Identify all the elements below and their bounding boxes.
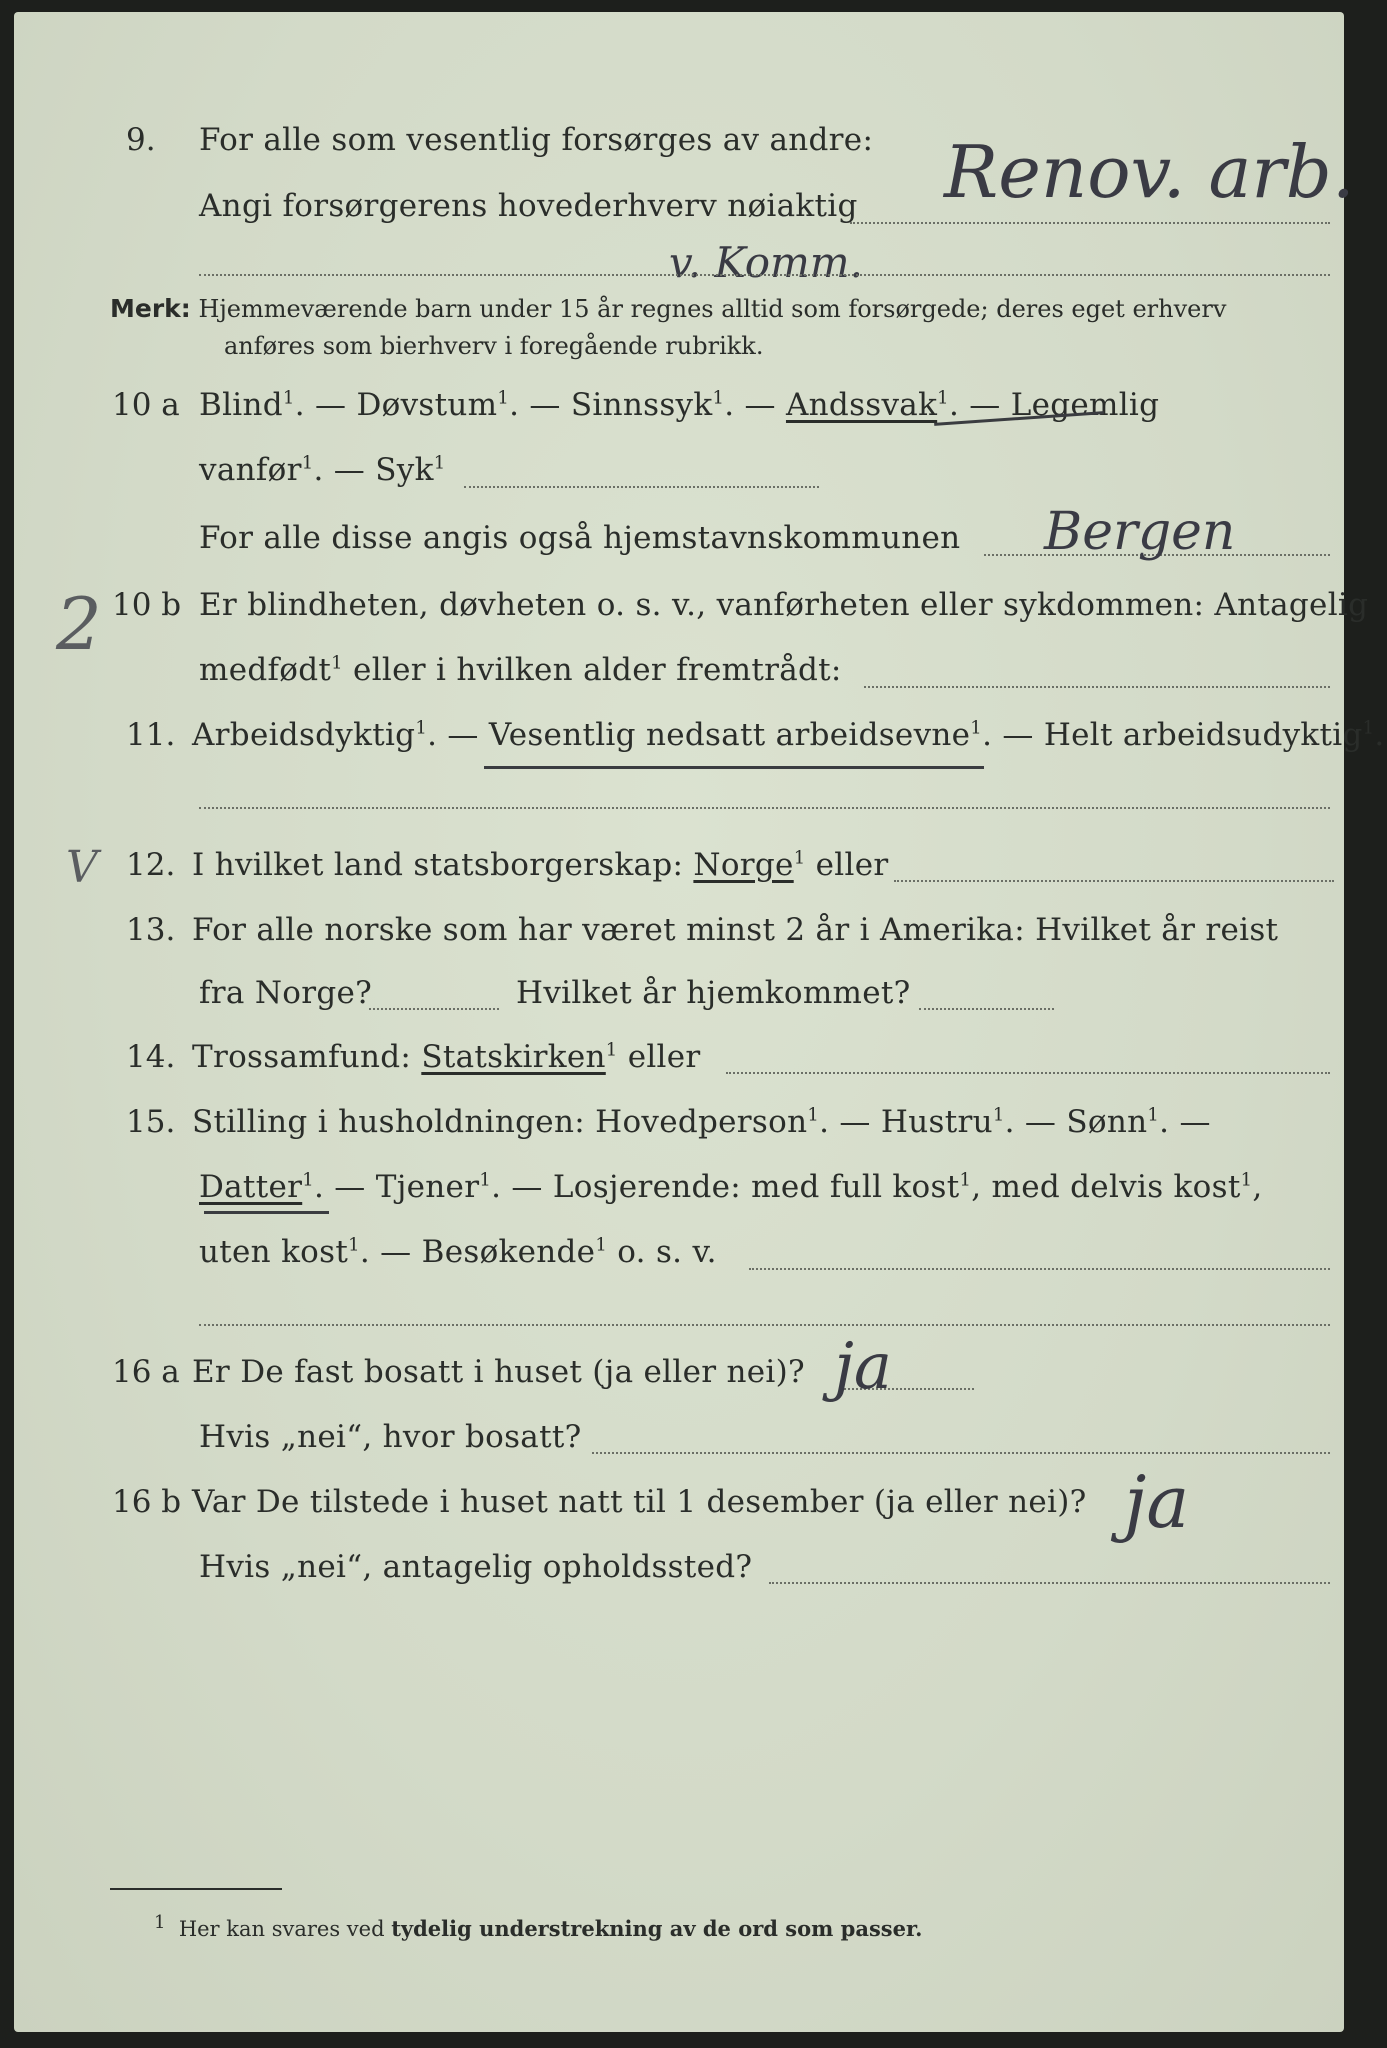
q15-tjener: . — Tjener — [313, 1169, 480, 1205]
q10a-handwritten-answer: Bergen — [1044, 502, 1236, 562]
q11-sup: 1 — [970, 717, 983, 739]
q11-sup: 1 — [415, 717, 428, 739]
census-form-page — [14, 12, 1385, 2032]
q10a-dovstum: . — Døvstum — [294, 387, 498, 423]
q13-number: 13. — [126, 912, 176, 948]
q9-handwritten-answer: Renov. arb. — [944, 130, 1355, 214]
q15-line2 — [199, 1169, 1263, 1205]
q9-number: 9. — [126, 122, 156, 158]
q15-sup: 1 — [807, 1104, 820, 1126]
q15-sup: 1 — [595, 1234, 608, 1256]
q15-besokende: . — Besøkende — [359, 1234, 596, 1270]
q10a-syk-line — [464, 486, 819, 488]
q14-label: Trossamfund: — [192, 1039, 412, 1075]
q12-eller: eller — [805, 847, 889, 883]
q10a-sup: 1 — [712, 387, 725, 409]
q10b-medfodt: medfødt — [199, 652, 332, 688]
q11-line — [192, 717, 1385, 753]
q10a-andssvak: Andssvak — [785, 387, 938, 423]
q13-line2a: fra Norge? — [199, 975, 373, 1011]
q11-udyktig: . — Helt arbeidsudyktig — [982, 717, 1363, 753]
q10a-sup: 1 — [301, 452, 314, 474]
footnote-text: Her kan svares ved — [178, 1917, 392, 1941]
q15-osv: o. s. v. — [607, 1234, 717, 1270]
q11-sup: 1 — [1362, 717, 1375, 739]
q15-sup: 1 — [1240, 1169, 1253, 1191]
q13-line2b: Hvilket år hjemkommet? — [516, 975, 911, 1011]
q11-end: . — [1374, 717, 1385, 753]
q15-sup: 1 — [959, 1169, 972, 1191]
q10b-margin-note: 2 — [56, 582, 102, 666]
q10a-sup: 1 — [433, 452, 446, 474]
q15-sup: 1 — [1147, 1104, 1160, 1126]
q12-norge: Norge — [693, 847, 794, 883]
q11-arbeidsdyktig: Arbeidsdyktig — [192, 717, 416, 753]
q10a-sinnssyk: . — Sinnssyk — [509, 387, 713, 423]
q15-sup: 1 — [992, 1104, 1005, 1126]
q9-line1: For alle som vesentlig forsørges av andre: — [199, 122, 874, 158]
q15-hustru: . — Hustru — [819, 1104, 993, 1140]
q16a-line2: Hvis „nei“, hvor bosatt? — [199, 1419, 582, 1455]
q15-sup: 1 — [348, 1234, 360, 1256]
q9-answer-line — [850, 222, 1330, 224]
footnote-mark: 1 — [154, 1912, 166, 1933]
q10a-sup: 1 — [937, 387, 949, 409]
q16b-answer-line — [769, 1582, 1330, 1584]
q10a-syk: . — Syk — [313, 452, 434, 488]
q15-datter: Datter — [199, 1169, 303, 1205]
q10a-sup: 1 — [497, 387, 510, 409]
q16b-handwritten-answer: ja — [1124, 1460, 1190, 1544]
q12-line — [192, 847, 888, 883]
q15-sep: . — — [1159, 1104, 1211, 1140]
q15-datter-underline — [204, 1211, 329, 1214]
merk-line1: Hjemmeværende barn under 15 år regnes alltid som forsørgede; deres eget erhverv — [198, 295, 1227, 323]
q15-line1 — [192, 1104, 1211, 1140]
q11-answer-line — [199, 807, 1330, 809]
q12-margin-note: V — [66, 842, 98, 893]
q16a-number: 16 a — [112, 1354, 180, 1390]
q11-number: 11. — [126, 717, 176, 753]
q12-answer-line — [894, 880, 1334, 882]
q15-hovedperson: Stilling i husholdningen: Hovedperson — [192, 1104, 808, 1140]
q15-answer-line — [749, 1268, 1330, 1270]
q15-losjerende: . — Losjerende: med full kost — [491, 1169, 960, 1205]
footnote — [154, 1912, 922, 1941]
q10b-answer-line — [864, 686, 1330, 688]
q10a-line3: For alle disse angis også hjemstavnskommunen — [199, 520, 961, 556]
q14-eller: eller — [617, 1039, 701, 1075]
q11-nedsatt: . — Vesentlig nedsatt arbeidsevne — [427, 717, 971, 753]
q15-sonn: . — Sønn — [1004, 1104, 1148, 1140]
q9-handwritten-answer-2: v. Komm. — [669, 238, 863, 287]
q13-hjemkommet-line — [919, 1008, 1054, 1010]
q16b-line1: Var De tilstede i huset natt til 1 desember (ja eller nei)? — [192, 1484, 1087, 1520]
q10a-blind: Blind — [199, 387, 283, 423]
merk-note — [110, 294, 1226, 323]
q12-sup: 1 — [793, 847, 806, 869]
q10b-alder: eller i hvilken alder fremtrådt: — [342, 652, 842, 688]
merk-line2: anføres som bierhverv i foregående rubrikk. — [224, 332, 764, 360]
q12-question: I hvilket land statsborgerskap: — [192, 847, 684, 883]
q10a-legemlig: . — Legemlig — [948, 387, 1160, 423]
q13-reist-line — [369, 1008, 499, 1010]
q10a-sep: . — — [724, 387, 776, 423]
q15-delvis: , med delvis kost — [971, 1169, 1241, 1205]
q14-number: 14. — [126, 1039, 176, 1075]
q12-number: 12. — [126, 847, 176, 883]
q15-answer-line-2 — [199, 1324, 1330, 1326]
q10a-vanfor: vanfør — [199, 452, 302, 488]
q10b-line2 — [199, 652, 842, 688]
footnote-bold-text: tydelig understrekning av de ord som passer. — [391, 1916, 923, 1941]
q15-sup: 1 — [479, 1169, 492, 1191]
q10a-sup: 1 — [282, 387, 295, 409]
q10b-number: 10 b — [112, 587, 182, 623]
q14-answer-line — [726, 1072, 1330, 1074]
q16a-handwritten-answer: ja — [834, 1330, 892, 1404]
q10b-sup: 1 — [331, 652, 343, 674]
q16b-line2: Hvis „nei“, antagelig opholdssted? — [199, 1549, 753, 1585]
footnote-rule — [110, 1888, 282, 1890]
merk-label: Merk: — [110, 294, 191, 323]
q15-sup: 1 — [302, 1169, 314, 1191]
q10a-line2 — [199, 452, 445, 488]
q15-uten-kost: uten kost — [199, 1234, 349, 1270]
q14-line — [192, 1039, 701, 1075]
q10b-line1: Er blindheten, døvheten o. s. v., vanførheten eller sykdommen: Antagelig — [199, 587, 1369, 623]
q13-line1: For alle norske som har været minst 2 år i Amerika: Hvilket år reist — [192, 912, 1279, 948]
q16b-number: 16 b — [112, 1484, 182, 1520]
q10a-number: 10 a — [112, 387, 180, 423]
q9-answer-line-2 — [199, 274, 1330, 276]
q16a-line1: Er De fast bosatt i huset (ja eller nei)? — [192, 1354, 805, 1390]
q11-underline-mark — [484, 766, 984, 769]
q15-number: 15. — [126, 1104, 176, 1140]
q15-line3 — [199, 1234, 717, 1270]
q14-sup: 1 — [605, 1039, 618, 1061]
q16a-bosatt-line — [592, 1452, 1330, 1454]
q15-comma: , — [1252, 1169, 1263, 1205]
q9-line2: Angi forsørgerens hovederhverv nøiaktig — [199, 188, 858, 224]
q14-statskirken: Statskirken — [421, 1039, 606, 1075]
